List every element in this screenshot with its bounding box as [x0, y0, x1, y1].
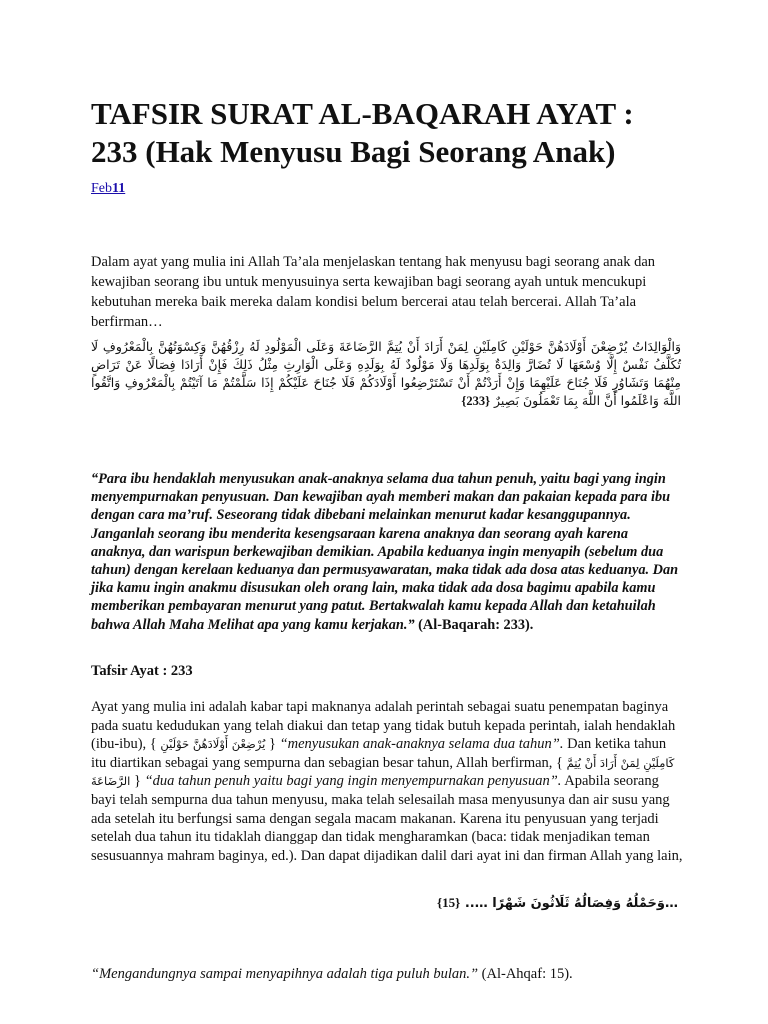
tafsir-paragraph [91, 698, 683, 865]
p2-arabic-1: يُرْضِعْنَ أَوْلَادَهُنَّ حَوْلَيْنِ [160, 737, 266, 752]
page-title: TAFSIR SURAT AL-BAQARAH AYAT : 233 (Hak Menyusu Bagi Seorang Anak) [91, 96, 634, 169]
intro-paragraph: Dalam ayat yang mulia ini Allah Ta’ala menjelaskan tentang hak menyusu bagi seorang anak dan kewajiban seorang ibu untuk menyusuinya serta kewajiban bagi seorang ayah untuk mencukupi kebutuhan mereka baik mereka dalam kondisi belum bercerai atau telah bercerai. Allah Ta’ala berfirman… [91, 254, 656, 330]
verse-translation-quote [91, 470, 681, 634]
arabic-verse [91, 338, 681, 410]
p2-italic-2: “dua tahun penuh yaitu bagi yang ingin menyempurnakan penyusuan”. [144, 773, 562, 790]
quote-source: (Al-Baqarah: 233). [418, 616, 534, 633]
p2-text-4: } [133, 773, 141, 790]
arabic-line-number: {15} [437, 895, 461, 910]
translation-source: (Al-Ahqaf: 15). [481, 966, 573, 982]
arabic-line-text: …وَحَمْلُهُ وَفِصَالُهُ ثَلَاثُونَ شَهْرًا ….. [464, 896, 678, 911]
p2-text-3: Dan ketika tahun itu diartikan sebagai yang sempurna dan sebagian besar tahun, Allah berfirman, { [91, 736, 667, 771]
post-date [91, 181, 125, 197]
date-month: Feb [91, 181, 112, 196]
arabic-verse-number: {233} [461, 394, 490, 408]
p2-arabic-2: كَامِلَيْنِ لِمَنْ أَرَادَ أَنْ يُتِمَّ الرَّضَاعَةَ [91, 755, 675, 789]
tafsir-heading: Tafsir Ayat : 233 [91, 663, 193, 679]
p2-text-5: Apabila seorang bayi telah sempurna dua tahun menyusu, maka telah selesailah masa menyusunya dan air susu yang ada setelah itu berfungsi sama dengan segala macam makanan. Karena itu penyusuan yang terjadi setelah dua tahun itu tidaklah dianggap dan tidak mengharamkan (baca: tidak menjadikan teman sesusuannya mahram baginya, ed.). Dan dapat dijadikan dalil dari ayat ini dan firman Allah yang lain, [91, 773, 683, 864]
translation-text: “Mengandungnya sampai menyapihnya adalah tiga puluh bulan.” [91, 966, 479, 982]
p2-text-2: } [268, 736, 276, 753]
date-link[interactable] [91, 181, 125, 196]
p2-italic-1: “menyusukan anak-anaknya selama dua tahun”. [279, 736, 564, 753]
arabic-line-ahqaf [91, 895, 678, 911]
arabic-verse-text: وَالْوَالِدَاتُ يُرْضِعْنَ أَوْلَادَهُنَّ حَوْلَيْنِ كَامِلَيْنِ لِمَنْ أَرَادَ أَنْ يُتِمَّ الرَّضَاعَةَ وَعَلَى الْمَوْلُودِ لَهُ رِزْقُهُنَّ وَكِسْوَتُهُنَّ بِالْمَعْرُوفِ لَا تُكَلَّفُ نَفْسٌ إِلَّا وُسْعَهَا لَا تُضَارَّ وَالِدَةٌ بِوَلَدِهَا وَلَا مَوْلُودٌ لَهُ بِوَلَدِهِ وَعَلَى الْوَارِثِ مِثْلُ ذَلِكَ فَإِنْ أَرَادَا فِصَالًا عَنْ تَرَاضٍ مِنْهُمَا وَتَشَاوُرٍ فَلَا جُنَاحَ عَلَيْهِمَا وَإِنْ أَرَدْتُمْ أَنْ تَسْتَرْضِعُوا أَوْلَادَكُمْ فَلَا جُنَاحَ عَلَيْكُمْ إِذَا سَلَّمْتُمْ مَا آتَيْتُمْ بِالْمَعْرُوفِ وَاتَّقُوا اللَّهَ وَاعْلَمُوا أَنَّ اللَّهَ بِمَا تَعْمَلُونَ بَصِيرٌ [91, 339, 681, 408]
ahqaf-translation [91, 966, 681, 983]
p2-text-1: Ayat yang mulia ini adalah kabar tapi maknanya adalah perintah sebagai suatu penempatan baginya pada suatu kedudukan yang telah diakui dan tetap yang tidak butuh kepada perintah, ialah hendaklah (ibu-ibu), { [91, 699, 676, 753]
quote-text: “Para ibu hendaklah menyusukan anak-anaknya selama dua tahun penuh, yaitu bagi yang ingin menyempurnakan penyusuan. Dan kewajiban ayah memberi makan dan pakaian kepada para ibu dengan cara ma’ruf. Seseorang tidak dibebani melainkan menurut kadar kesanggupannya. Janganlah seorang ibu menderita kesengsaraan karena anaknya dan seorang ayah karena anaknya, dan warispun berkewajiban demikian. Apabila keduanya ingin menyapih (sebelum dua tahun) dengan kerelaan keduanya dan permusyawaratan, maka tidak ada dosa atas keduanya. Dan jika kamu ingin anakmu disusukan oleh orang lain, maka tidak ada dosa bagimu apabila kamu memberikan pembayaran menurut yang patut. Bertakwalah kamu kepada Allah dan ketahuilah bahwa Allah Maha Melihat apa yang kamu kerjakan.” [91, 471, 679, 633]
date-day: 11 [112, 181, 126, 196]
